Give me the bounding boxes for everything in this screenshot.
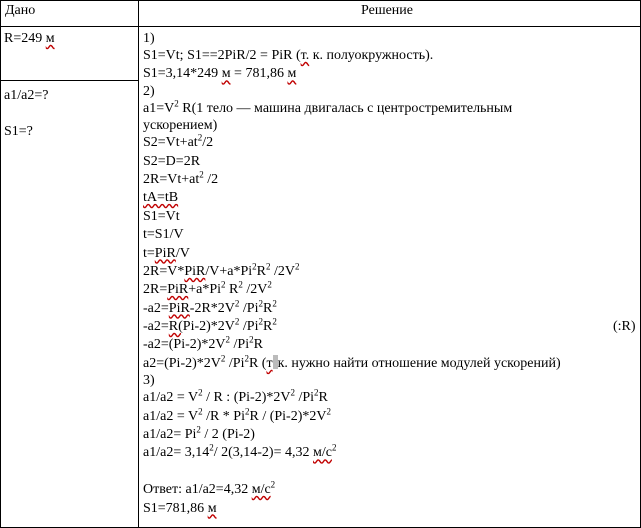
solution-line: $a1/a2= Pi^2 / 2$ (Pi-2) xyxy=(143,424,255,443)
blank-line xyxy=(143,463,561,481)
solution-body xyxy=(143,31,636,518)
solution-line: $a1/a2 = V^2$ $/R * Pi^2R / (Pi-2)*2V^2$ xyxy=(143,405,331,424)
solution-line: S1=Vt xyxy=(143,208,180,224)
find-s1: S1=? xyxy=(4,124,33,139)
solution-line: $a1=V^2$ R(1 тело — машина двигалась с центростремительным xyxy=(143,98,513,116)
table-left-border xyxy=(0,0,1,528)
header-divider xyxy=(0,26,641,27)
solution-line: $2R=Vt+at^2$ /2 xyxy=(143,169,219,187)
table-top-border xyxy=(0,0,641,1)
step1-label: 1) xyxy=(143,31,155,46)
step3-label: 3) xyxy=(143,373,155,389)
solution-line: S1=3,14*249 м = 781,86 м xyxy=(143,66,297,82)
solution-line: tA=tB xyxy=(143,190,179,206)
solution-line: t=S1/V xyxy=(143,227,184,243)
step2-label: 2) xyxy=(143,83,155,99)
given-divider xyxy=(0,80,138,81)
column-divider xyxy=(138,0,139,528)
answer-line: Ответ: a1/a2=4,32 $м/с^2$ xyxy=(143,479,276,498)
solution-line: ускорением) xyxy=(143,118,218,134)
solution-line: $a1/a2 = V^2 / R$ : $(Pi-2)*2V^2$ /Pi$^2$R xyxy=(143,387,328,406)
given-header: Дано xyxy=(5,3,36,18)
solution-line: S2=D=2R xyxy=(143,153,201,169)
solution-line: $-a2=PiR-2R*2V^2$ $/Pi^2R^2$ xyxy=(143,298,277,316)
solution-line: $a1/a2= 3,14^2/$ 2(3,14-2)= 4,32 $м/с^2$ xyxy=(143,442,337,461)
solution-line: $2R=PiR+a*Pi^2$ $R^2$ $/2V^2$ xyxy=(143,279,272,298)
solution-line: $a2=(Pi-2)*2V^2$ /Pi$^2$R (т к. нужно найти отношение модулей ускорений) xyxy=(143,353,561,371)
given-radius: R=249 м xyxy=(4,31,55,46)
solution-line: t=PiR/V xyxy=(143,245,190,261)
divide-note: (:R) xyxy=(613,319,636,335)
solution-header: Решение xyxy=(361,3,414,18)
solution-line: S1=Vt; S1==2PiR/2 = PiR (т. к. полуокружность). xyxy=(143,48,434,63)
find-ratio: a1/a2=? xyxy=(4,88,49,103)
answer-s1-line: S1=781,86 м xyxy=(143,500,217,516)
solution-line: $-a2=(Pi-2)*2V^2$ /Pi$^2$R xyxy=(143,334,263,353)
solution-line: $-a2=R(Pi-2)*2V^2$ $/Pi^2R^2$ (:R) xyxy=(143,318,561,336)
solution-line: $S2=Vt+at^2/2$ xyxy=(143,132,214,151)
solution-line: $2R=V*PiR/V+a*Pi^2R^2$ $/2V^2$ xyxy=(143,261,300,279)
